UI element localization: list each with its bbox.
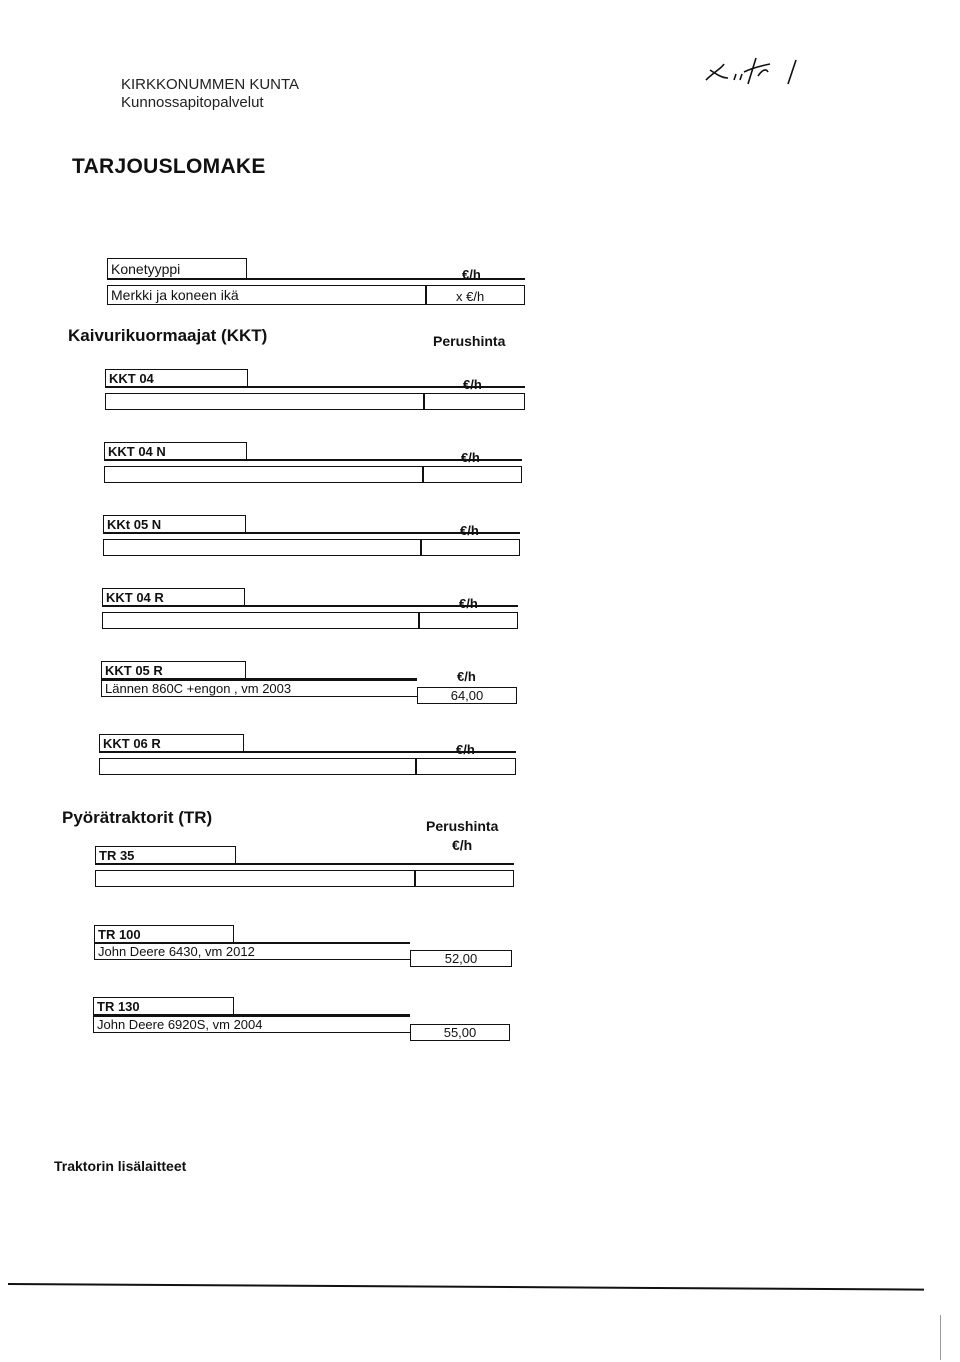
machine-type-label: TR 130 — [93, 997, 234, 1014]
brand-field[interactable]: John Deere 6430, vm 2012 — [94, 943, 410, 960]
divider — [101, 678, 417, 680]
price-field[interactable]: 55,00 — [410, 1024, 510, 1041]
divider — [420, 539, 422, 556]
legend-unit: €/h — [462, 267, 481, 282]
divider — [104, 459, 522, 461]
legend-brand-label: Merkki ja koneen ikä — [107, 285, 525, 305]
brand-field[interactable] — [104, 466, 522, 483]
unit-label: €/h — [463, 377, 482, 392]
brand-field[interactable] — [99, 758, 516, 775]
price-field[interactable]: 64,00 — [417, 687, 517, 704]
footer-heading: Traktorin lisälaitteet — [54, 1158, 187, 1174]
tr-price-heading: Perushinta — [426, 818, 499, 834]
machine-type-label: TR 35 — [95, 846, 236, 863]
unit-label: €/h — [460, 523, 479, 538]
unit-label: €/h — [459, 596, 478, 611]
divider — [95, 863, 514, 865]
machine-type-label: KKT 04 R — [102, 588, 245, 605]
scan-edge-line — [940, 1315, 941, 1360]
org-unit: Kunnossapitopalvelut — [121, 94, 264, 111]
divider — [99, 751, 516, 753]
divider — [94, 942, 410, 944]
divider — [425, 285, 427, 305]
divider — [102, 605, 518, 607]
brand-field[interactable]: Lännen 860C +engon , vm 2003 — [101, 680, 417, 697]
bottom-rule — [8, 1283, 924, 1291]
divider — [418, 612, 420, 629]
machine-type-label: KKt 05 N — [103, 515, 246, 532]
divider — [105, 386, 525, 388]
kkt-price-heading: Perushinta — [433, 333, 506, 349]
divider — [422, 466, 424, 483]
divider — [415, 758, 417, 775]
unit-label: €/h — [456, 742, 475, 757]
page-title: TARJOUSLOMAKE — [72, 155, 266, 178]
machine-type-label: KKT 04 — [105, 369, 248, 386]
machine-type-label: KKT 04 N — [104, 442, 247, 459]
legend-price-unit: x €/h — [456, 289, 485, 304]
tr-heading: Pyörätraktorit (TR) — [62, 808, 213, 827]
divider — [103, 532, 520, 534]
tr-price-unit: €/h — [452, 837, 473, 853]
unit-label: €/h — [461, 450, 480, 465]
brand-field[interactable]: John Deere 6920S, vm 2004 — [93, 1016, 410, 1033]
divider — [93, 1014, 410, 1016]
machine-type-label: KKT 06 R — [99, 734, 244, 751]
org-name: KIRKKONUMMEN KUNTA — [121, 76, 300, 93]
handwritten-note — [700, 50, 810, 92]
brand-field[interactable] — [102, 612, 518, 629]
brand-field[interactable] — [103, 539, 520, 556]
divider — [423, 393, 425, 410]
machine-type-label: KKT 05 R — [101, 661, 246, 678]
legend-type-label: Konetyyppi — [107, 258, 247, 278]
divider — [414, 870, 416, 887]
unit-label: €/h — [457, 669, 476, 684]
price-field[interactable]: 52,00 — [410, 950, 512, 967]
machine-type-label: TR 100 — [94, 925, 234, 942]
brand-field[interactable] — [95, 870, 514, 887]
brand-field[interactable] — [105, 393, 525, 410]
kkt-heading: Kaivurikuormaajat (KKT) — [68, 326, 268, 345]
